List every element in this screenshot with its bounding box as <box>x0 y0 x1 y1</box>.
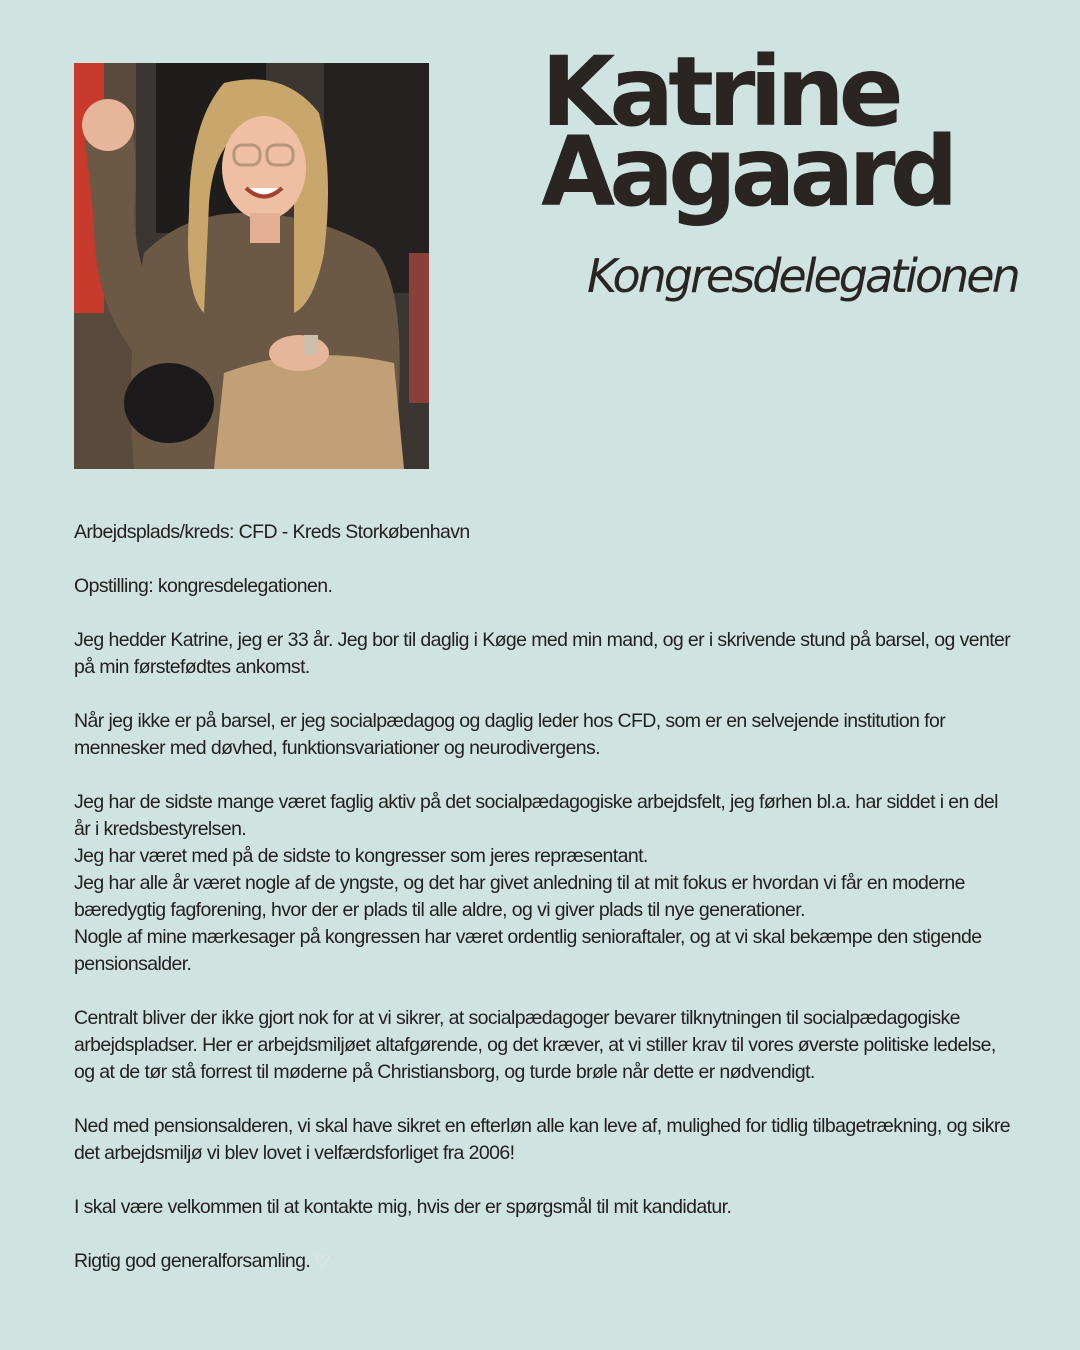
bio-experience-1: Jeg har de sidste mange været faglig aktiv på det socialpædagogiske arbejdsfelt, jeg førhen bl.a. har siddet i en del år i kredsbestyrelsen. <box>74 791 998 840</box>
candidate-first-name: Katrine <box>541 36 898 148</box>
bio-workplace: Arbejdsplads/kreds: CFD - Kreds Storkøbenhavn <box>74 521 470 543</box>
bio-central: Centralt bliver der ikke gjort nok for at vi sikrer, at socialpædagoger bevarer tilknytningen til socialpædagogiske arbejdspladser. Her er arbejdsmiljøet altafgørende, og det kræver, at vi stiller krav til vores øverste politiske ledelse, og at de tør stå forrest til møderne på Christiansborg, og turde brøle når dette er nødvendigt. <box>74 1007 996 1083</box>
bio-closing-line <box>74 1248 1014 1275</box>
bio-experience-3: Jeg har alle år været nogle af de yngste, og det har givet anledning til at mit fokus er hvordan vi får en moderne bæredygtig fagforening, hvor der er plads til alle aldre, og vi giver plads til nye generationer. <box>74 872 965 921</box>
heart-hands-icon: ♡ <box>314 1251 330 1271</box>
bio-candidacy: Opstilling: kongresdelegationen. <box>74 575 333 597</box>
portrait-photo <box>74 63 429 469</box>
bio-closing: Rigtig god generalforsamling. <box>74 1250 311 1272</box>
bio-experience-4: Nogle af mine mærkesager på kongressen har været ordentlig senioraftaler, og at vi skal bekæmpe den stigende pensionsalder. <box>74 926 982 975</box>
bio-pension: Ned med pensionsalderen, vi skal have sikret en efterløn alle kan leve af, mulighed for tidlig tilbagetrækning, og sikre det arbejdsmiljø vi blev lovet i velfærdsforliget fra 2006! <box>74 1115 1011 1164</box>
candidate-bio <box>74 519 1014 1302</box>
candidate-last-name: Aagaard <box>541 116 953 228</box>
bio-intro: Jeg hedder Katrine, jeg er 33 år. Jeg bor til daglig i Køge med min mand, og er i skrivende stund på barsel, og venter på min førstefødtes ankomst. <box>74 629 1011 678</box>
portrait-illustration <box>74 63 429 469</box>
bio-experience-2: Jeg har været med på de sidste to kongresser som jeres repræsentant. <box>74 845 648 867</box>
candidate-name <box>541 36 953 228</box>
bio-contact: I skal være velkommen til at kontakte mig, hvis der er spørgsmål til mit kandidatur. <box>74 1196 732 1218</box>
bio-job: Når jeg ikke er på barsel, er jeg socialpædagog og daglig leder hos CFD, som er en selvejende institution for mennesker med døvhed, funktionsvariationer og neurodivergens. <box>74 710 946 759</box>
candidate-role: Kongresdelegationen <box>587 249 1018 303</box>
